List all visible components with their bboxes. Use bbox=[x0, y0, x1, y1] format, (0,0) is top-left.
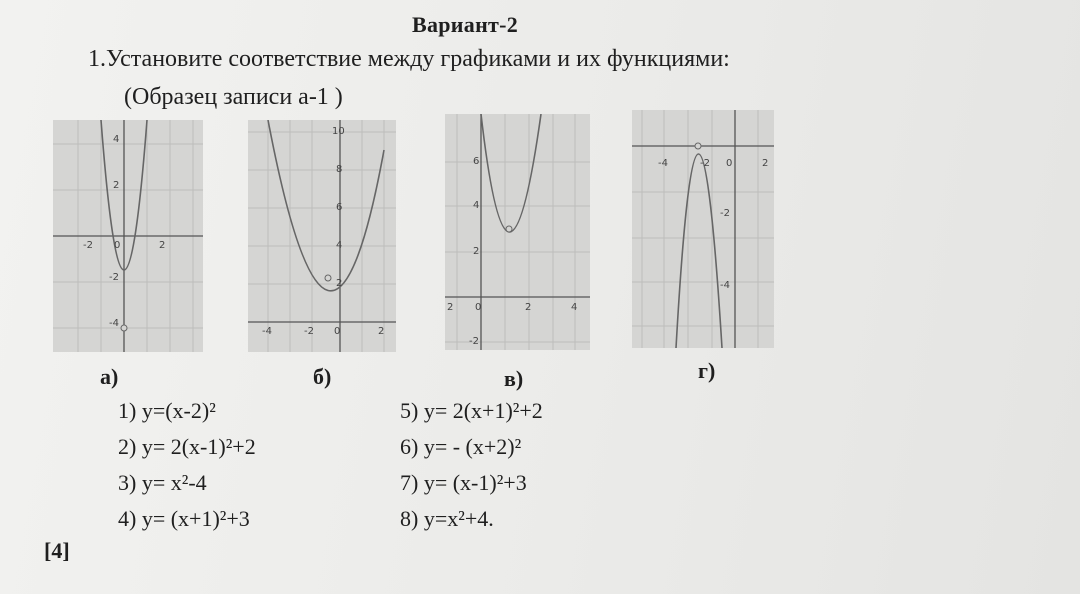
graph-a-tick-y-3: -2 bbox=[109, 272, 119, 283]
formula-1: 1) y=(x-2)² bbox=[118, 398, 216, 423]
graph-g-plot bbox=[632, 110, 774, 348]
graph-b-tick-y-4: 4 bbox=[336, 240, 343, 251]
score-marker: [4] bbox=[44, 538, 70, 563]
graph-b-label: б) bbox=[313, 364, 332, 389]
graph-a-tick-x-1: -2 bbox=[83, 240, 93, 251]
graph-b-tick-x-1: -4 bbox=[262, 326, 272, 337]
graph-v-tick-x-1: 2 bbox=[447, 302, 454, 313]
graph-v-tick-y-3: 2 bbox=[473, 246, 480, 257]
graph-b-tick-x-2: -2 bbox=[304, 326, 314, 337]
graph-b-tick-x-3: 0 bbox=[334, 326, 341, 337]
graph-g-label: г) bbox=[698, 358, 716, 383]
graph-b-plot bbox=[248, 120, 396, 352]
formula-8: 8) y=x²+4. bbox=[400, 506, 494, 531]
graph-g-tick-x-3: 0 bbox=[726, 158, 733, 169]
formula-7: 7) y= (x-1)²+3 bbox=[400, 470, 527, 495]
graph-g-tick-y-1: -2 bbox=[720, 208, 730, 219]
graph-v-label: в) bbox=[504, 366, 524, 391]
graph-v-tick-y-4: -2 bbox=[469, 336, 479, 347]
graph-g-tick-y-2: -4 bbox=[720, 280, 730, 291]
graph-a-label: а) bbox=[100, 364, 119, 389]
graph-a bbox=[53, 120, 203, 352]
graph-v-tick-x-2: 0 bbox=[475, 302, 482, 313]
graph-a-tick-y-1: 4 bbox=[113, 134, 120, 145]
graph-a-plot bbox=[53, 120, 203, 352]
graph-b-tick-y-3: 6 bbox=[336, 202, 343, 213]
graph-v-tick-y-2: 4 bbox=[473, 200, 480, 211]
graph-g bbox=[632, 110, 774, 348]
graph-b-tick-y-5: 2 bbox=[336, 278, 343, 289]
graph-v-plot bbox=[445, 114, 590, 350]
formula-5: 5) y= 2(x+1)²+2 bbox=[400, 398, 543, 423]
formula-4: 4) y= (x+1)²+3 bbox=[118, 506, 250, 531]
graph-g-tick-x-4: 2 bbox=[762, 158, 769, 169]
graph-g-tick-x-1: -4 bbox=[658, 158, 668, 169]
graph-v bbox=[445, 114, 590, 350]
graph-b-tick-y-1: 10 bbox=[332, 126, 345, 137]
formula-2: 2) y= 2(x-1)²+2 bbox=[118, 434, 256, 459]
task-instruction: 1.Установите соответствие между графиками и их функциями: bbox=[88, 46, 730, 72]
graph-b bbox=[248, 120, 396, 352]
formula-6: 6) y= - (x+2)² bbox=[400, 434, 522, 459]
graph-a-tick-x-3: 2 bbox=[159, 240, 166, 251]
graph-b-tick-x-4: 2 bbox=[378, 326, 385, 337]
answer-sample: (Образец записи а-1 ) bbox=[124, 84, 343, 110]
graph-b-tick-y-2: 8 bbox=[336, 164, 343, 175]
formula-3: 3) y= x²-4 bbox=[118, 470, 207, 495]
graph-v-tick-x-4: 4 bbox=[571, 302, 578, 313]
graph-g-tick-x-2: -2 bbox=[700, 158, 710, 169]
graph-a-tick-y-4: -4 bbox=[109, 318, 119, 329]
graph-v-tick-x-3: 2 bbox=[525, 302, 532, 313]
variant-title: Вариант-2 bbox=[412, 12, 519, 37]
graph-v-tick-y-1: 6 bbox=[473, 156, 480, 167]
graph-a-tick-y-2: 2 bbox=[113, 180, 120, 191]
graph-a-tick-x-2: 0 bbox=[114, 240, 121, 251]
